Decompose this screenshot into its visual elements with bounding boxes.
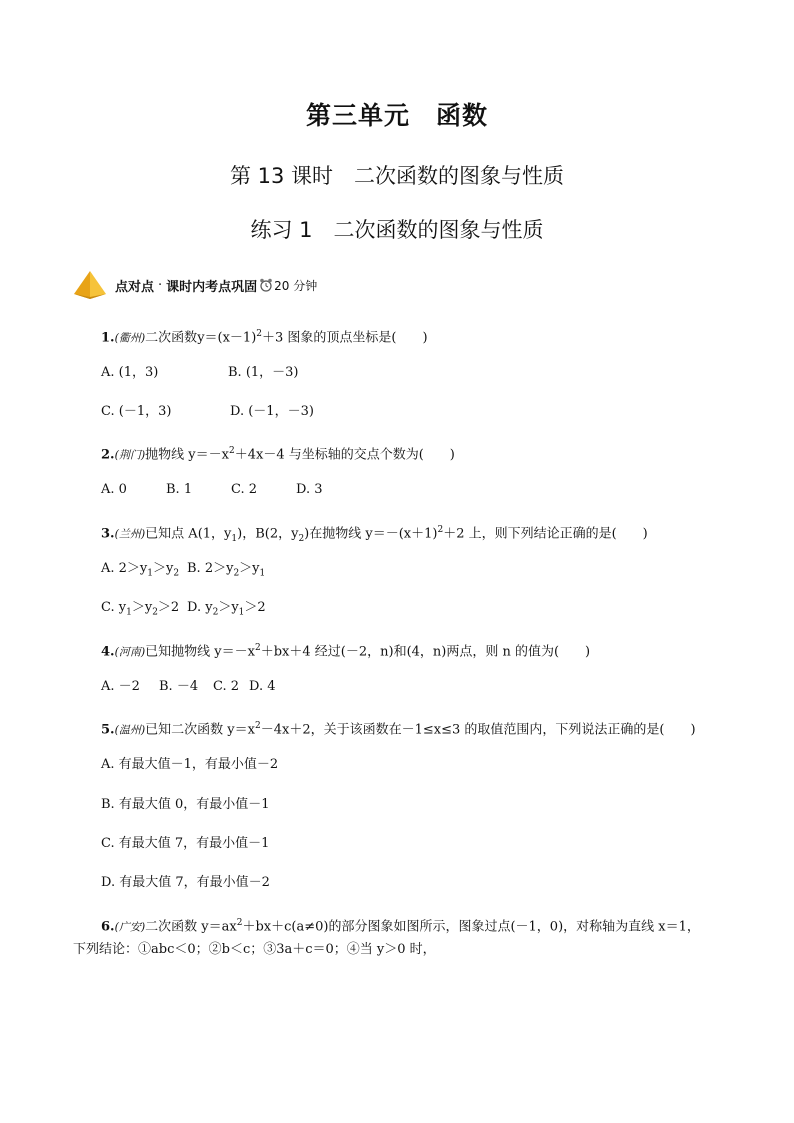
question-text: y＝(x－1) [197, 330, 257, 346]
section-label-a: 点对点 [115, 279, 155, 295]
option-b: B. $2>y_2>y_1$ [187, 561, 266, 579]
option-d: D. 有最大值 7，有最小值－2 [101, 875, 270, 890]
option-c: C. 2 [213, 679, 240, 694]
question-text: ＋2 上，则下列结论正确的是( ) [443, 526, 648, 542]
question-source: (荆门) [114, 448, 146, 462]
option-a: A. 0 [101, 482, 127, 497]
question-number: 6. [101, 919, 115, 935]
option-d: D. $y_2>y_1>2$ [187, 600, 266, 618]
question-6 [101, 913, 700, 937]
question-text: 二次函数 [145, 330, 198, 346]
question-text: 抛物线 y＝－x [145, 447, 229, 463]
question-1-options-row1 [101, 363, 299, 383]
exponent: 2 [437, 525, 444, 535]
question-4-options [101, 677, 276, 697]
question-source: (河南) [114, 645, 146, 659]
option-a: A. －2 [101, 679, 140, 694]
question-source: (温州) [114, 723, 146, 737]
section-time: 20 分钟 [274, 278, 318, 293]
option-b: B. －4 [159, 679, 199, 694]
option-c: C. 有最大值 7，有最小值－1 [101, 836, 270, 851]
question-text: ＋bx＋4 经过(－2，n)和(4，n)两点，则 n 的值为( ) [260, 644, 591, 660]
subscript: 2 [298, 533, 305, 544]
question-6-line-2: 下列结论：①abc＜0；②b＜c；③3a＋c＝0；④当 y＞0 时， [73, 942, 436, 957]
section-dot: · [158, 277, 163, 293]
question-3-options-row2 [101, 598, 266, 623]
option-d: D. 4 [249, 679, 276, 694]
exponent: 2 [254, 721, 261, 731]
question-1-options-row2 [101, 402, 314, 422]
exponent: 2 [236, 918, 243, 928]
question-number: 4. [101, 644, 115, 660]
section-header [73, 269, 317, 301]
question-text: )，B(2，y [237, 526, 299, 542]
option-a: A. (1，3) [101, 365, 159, 380]
question-4 [101, 638, 590, 662]
option-c: C. 2 [231, 482, 258, 497]
option-a: A. $2>y_1>y_2$ [101, 561, 180, 579]
practice-title: 练习 1 二次函数的图象与性质 [250, 218, 544, 242]
question-2-options [101, 480, 323, 500]
question-text: ＋bx＋c(a≠0)的部分图象如图所示，图象过点(－1，0)，对称轴为直线 x＝1， [242, 919, 700, 935]
alarm-clock-icon [259, 278, 273, 292]
exponent: 2 [254, 643, 261, 653]
question-3 [101, 520, 648, 549]
lesson-title: 第 13 课时 二次函数的图象与性质 [229, 164, 565, 188]
question-source: (兰州) [114, 527, 146, 541]
question-5 [101, 716, 696, 740]
question-1 [101, 324, 428, 348]
question-text: )在抛物线 y＝－(x＋1) [304, 526, 438, 542]
question-text: 二次函数 y＝ax [145, 919, 237, 935]
question-text: ＋4x－4 与坐标轴的交点个数为( ) [234, 447, 455, 463]
option-c: C. $y_1>y_2>2$ [101, 600, 180, 618]
question-number: 3. [101, 526, 115, 542]
question-text: 已知抛物线 y＝－x [145, 644, 255, 660]
section-label-b: 课时内考点巩固 [166, 279, 258, 295]
subscript: 1 [231, 533, 238, 544]
option-b: B. 1 [166, 482, 193, 497]
question-source: (广安) [114, 920, 146, 934]
question-text: 已知点 A(1，y [145, 526, 232, 542]
question-number: 2. [101, 447, 115, 463]
exponent: 2 [256, 329, 263, 339]
pyramid-icon [73, 270, 107, 300]
unit-title: 第三单元 函数 [305, 101, 488, 130]
option-a: A. 有最大值－1，有最小值－2 [101, 757, 279, 772]
question-text: ＋3 图象的顶点坐标是( ) [262, 330, 428, 346]
option-d: D. 3 [296, 482, 323, 497]
question-3-options-row1 [101, 559, 265, 584]
question-number: 1. [101, 330, 115, 346]
question-2 [101, 441, 455, 465]
option-c: C. (－1，3) [101, 404, 172, 419]
exponent: 2 [228, 446, 235, 456]
option-d: D. (－1，－3) [230, 404, 314, 419]
option-b: B. 有最大值 0，有最小值－1 [101, 797, 270, 812]
question-text: 已知二次函数 y＝x [145, 722, 255, 738]
question-text: －4x＋2，关于该函数在－1≤x≤3 的取值范围内，下列说法正确的是( ) [260, 722, 696, 738]
option-b: B. (1，－3) [228, 365, 299, 380]
question-number: 5. [101, 722, 115, 738]
question-source: (衢州) [114, 331, 146, 345]
